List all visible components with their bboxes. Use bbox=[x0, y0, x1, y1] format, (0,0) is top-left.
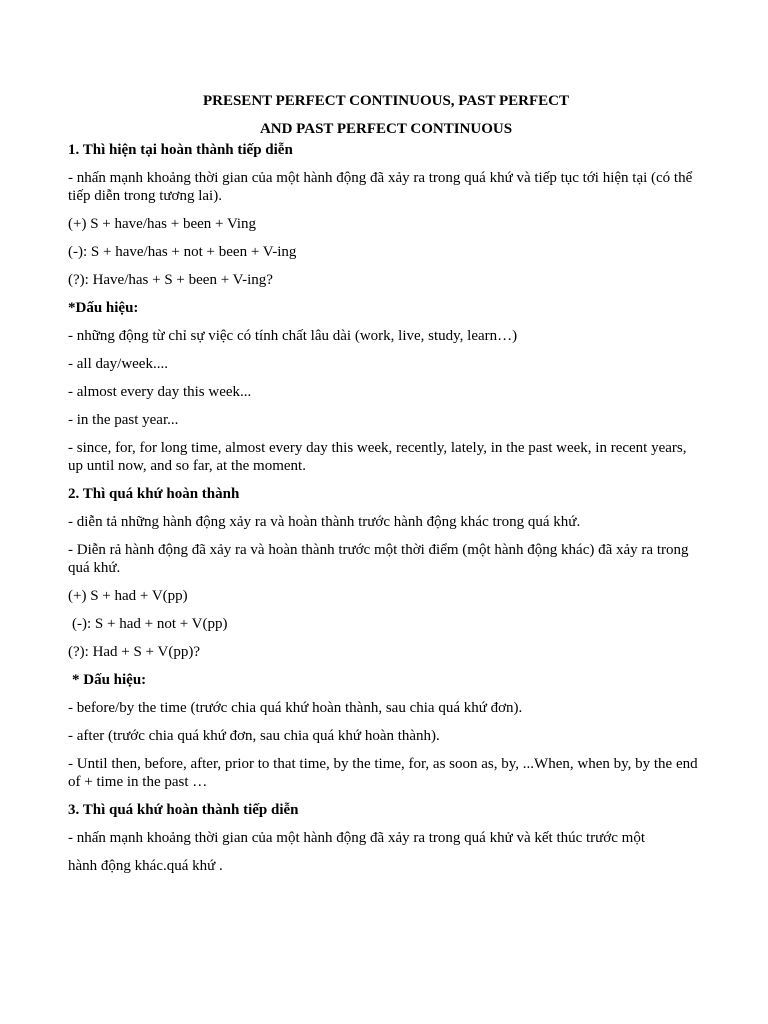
section-1-signs-heading: *Dấu hiệu: bbox=[68, 300, 139, 316]
section-2-question-formula: (?): Had + S + V(pp)? bbox=[68, 644, 201, 660]
section-2-signs-heading: * Dấu hiệu: bbox=[72, 672, 147, 688]
section-2-sign-item: - after (trước chia quá khứ đơn, sau chia quá khứ hoàn thành). bbox=[68, 728, 440, 744]
section-3-line-2: hành động khác.quá khứ . bbox=[68, 858, 223, 874]
section-2-sign-item: - before/by the time (trước chia quá khứ hoàn thành, sau chia quá khứ đơn). bbox=[68, 700, 523, 716]
section-2-sign-item: - Until then, before, after, prior to that time, by the time, for, as soon as, by, ...When, when by, by the end of + time in the past … bbox=[68, 756, 698, 790]
section-3-line-1: - nhấn mạnh khoảng thời gian của một hành động đã xảy ra trong quá khử và kết thúc trước một bbox=[68, 830, 645, 846]
section-1-affirmative-formula: (+) S + have/has + been + Ving bbox=[68, 216, 257, 232]
section-1-question-formula: (?): Have/has + S + been + V-ing? bbox=[68, 272, 273, 288]
section-1-sign-item: - all day/week.... bbox=[68, 356, 168, 372]
document-page bbox=[68, 92, 704, 875]
section-2-negative-formula: (-): S + had + not + V(pp) bbox=[72, 616, 228, 632]
section-1-sign-item: - những động từ chỉ sự việc có tính chất lâu dài (work, live, study, learn…) bbox=[68, 328, 518, 344]
section-2-affirmative-formula: (+) S + had + V(pp) bbox=[68, 588, 188, 604]
section-2-description-1: - diễn tả những hành động xảy ra và hoàn thành trước hành động khác trong quá khứ. bbox=[68, 514, 581, 530]
section-1-negative-formula: (-): S + have/has + not + been + V-ing bbox=[68, 244, 297, 260]
section-3-heading: 3. Thì quá khứ hoàn thành tiếp diễn bbox=[68, 802, 299, 818]
section-2-description-2: - Diễn rả hành động đã xảy ra và hoàn thành trước một thời điểm (một hành động khác) đã xảy ra trong quá khứ. bbox=[68, 542, 689, 576]
document-title-line-1: PRESENT PERFECT CONTINUOUS, PAST PERFECT bbox=[202, 93, 570, 109]
section-1-description: - nhấn mạnh khoảng thời gian của một hành động đã xảy ra trong quá khứ và tiếp tục tới hiện tại (có thể tiếp diễn trong tương lai). bbox=[68, 170, 693, 204]
section-1-sign-item: - almost every day this week... bbox=[68, 384, 252, 400]
document-title-line-2: AND PAST PERFECT CONTINUOUS bbox=[259, 121, 513, 137]
section-2-heading: 2. Thì quá khứ hoàn thành bbox=[68, 486, 240, 502]
section-1-sign-item: - in the past year... bbox=[68, 412, 179, 428]
section-1-heading: 1. Thì hiện tại hoàn thành tiếp diễn bbox=[68, 142, 293, 158]
section-1-sign-item: - since, for, for long time, almost every day this week, recently, lately, in the past week, in recent years, up until now, and so far, at the moment. bbox=[68, 440, 687, 474]
